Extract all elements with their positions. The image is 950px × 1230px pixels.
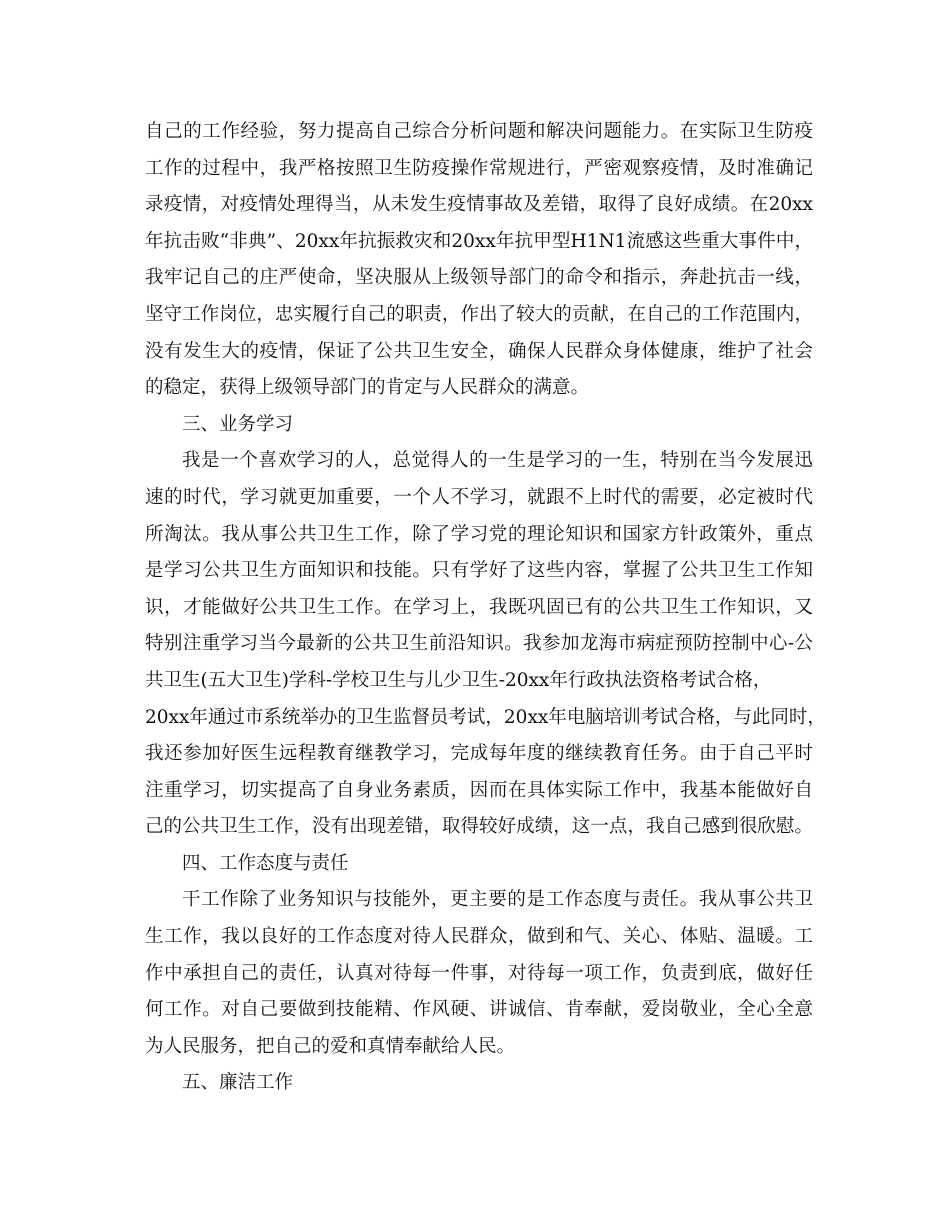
body-line: 工作的过程中，我严格按照卫生防疫操作常规进行，严密观察疫情，及时准确记 bbox=[145, 157, 813, 179]
body-line: 干工作除了业务知识与技能外，更主要的是工作态度与责任。我从事公共卫 bbox=[182, 889, 813, 911]
section-heading-3: 三、业务学习 bbox=[182, 413, 294, 435]
body-line: 速的时代，学习就更加重要，一个人不学习，就跟不上时代的需要，必定被时代 bbox=[145, 486, 813, 508]
body-line: 年抗击败“非典”、20xx年抗振救灾和20xx年抗甲型H1N1流感这些重大事件中， bbox=[145, 230, 813, 252]
body-line: 我是一个喜欢学习的人，总觉得人的一生是学习的一生，特别在当今发展迅 bbox=[182, 450, 813, 472]
body-line: 作中承担自己的责任，认真对待每一件事，对待每一项工作，负责到底，做好任 bbox=[145, 962, 813, 984]
section-heading-5: 五、廉洁工作 bbox=[182, 1072, 294, 1094]
body-line: 己的公共卫生工作，没有出现差错，取得较好成绩，这一点，我自己感到很欣慰。 bbox=[145, 816, 813, 838]
body-line: 为人民服务，把自己的爱和真情奉献给人民。 bbox=[145, 1035, 516, 1057]
document-body bbox=[145, 114, 826, 1102]
body-line: 没有发生大的疫情，保证了公共卫生安全，确保人民群众身体健康，维护了社会 bbox=[145, 340, 813, 362]
body-line: 我还参加好医生远程教育继教学习，完成每年度的继续教育任务。由于自己平时 bbox=[145, 743, 813, 765]
body-line: 录疫情，对疫情处理得当，从未发生疫情事故及差错，取得了良好成绩。在20xx bbox=[145, 194, 813, 216]
body-line: 生工作，我以良好的工作态度对待人民群众，做到和气、关心、体贴、温暖。工 bbox=[145, 926, 813, 948]
body-line: 20xx年通过市系统举办的卫生监督员考试，20xx年电脑培训考试合格，与此同时， bbox=[145, 706, 826, 728]
body-line: 所淘汰。我从事公共卫生工作，除了学习党的理论知识和国家方针政策外，重点 bbox=[145, 523, 813, 545]
body-line: 自己的工作经验，努力提高自己综合分析问题和解决问题能力。在实际卫生防疫 bbox=[145, 121, 813, 142]
body-line: 注重学习，切实提高了自身业务素质，因而在具体实际工作中，我基本能做好自 bbox=[145, 779, 813, 801]
body-line: 的稳定，获得上级领导部门的肯定与人民群众的满意。 bbox=[145, 377, 590, 399]
body-line: 特别注重学习当今最新的公共卫生前沿知识。我参加龙海市病症预防控制中心-公 bbox=[145, 633, 813, 655]
body-line: 是学习公共卫生方面知识和技能。只有学好了这些内容，掌握了公共卫生工作知 bbox=[145, 560, 813, 582]
body-line: 共卫生(五大卫生)学科-学校卫生与儿少卫生-20xx年行政执法资格考试合格， bbox=[145, 669, 772, 691]
body-line: 坚守工作岗位，忠实履行自己的职责，作出了较大的贡献，在自己的工作范围内， bbox=[145, 303, 813, 325]
body-line: 识，才能做好公共卫生工作。在学习上，我既巩固已有的公共卫生工作知识，又 bbox=[145, 596, 813, 618]
body-line: 何工作。对自己要做到技能精、作风硬、讲诚信、肯奉献，爱岗敬业，全心全意 bbox=[145, 999, 813, 1021]
section-heading-4: 四、工作态度与责任 bbox=[182, 852, 349, 874]
body-line: 我牢记自己的庄严使命，坚决服从上级领导部门的命令和指示，奔赴抗击一线， bbox=[145, 267, 813, 289]
